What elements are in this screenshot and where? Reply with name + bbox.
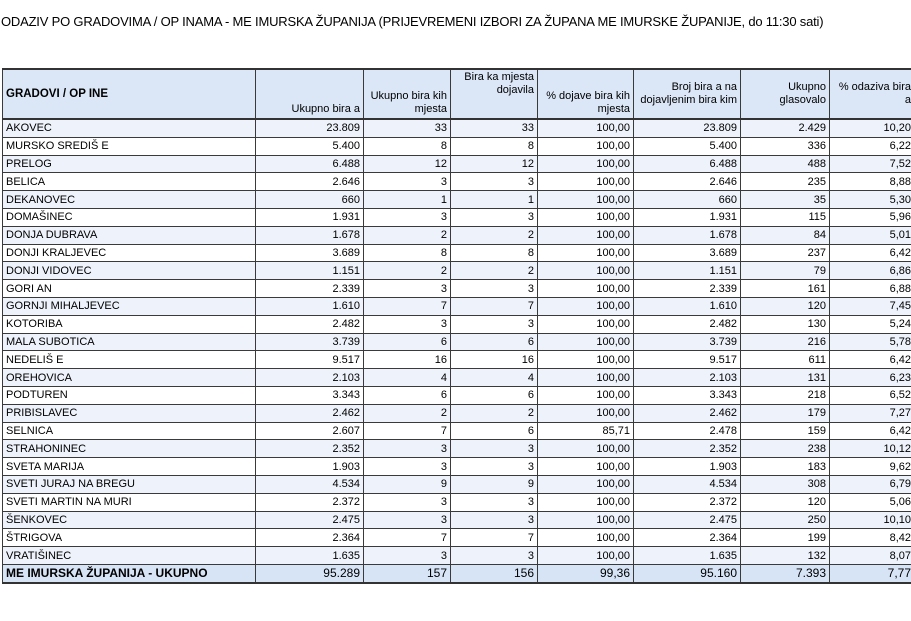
municipality-cell: DONJI VIDOVEC <box>3 262 256 280</box>
table-row <box>3 529 911 547</box>
turnout-pct-cell: 6,42 <box>830 244 911 262</box>
total-voted-cell: 159 <box>741 422 830 440</box>
total-voted-cell: 130 <box>741 315 830 333</box>
total-voters-cell: 1.151 <box>256 262 364 280</box>
municipality-cell: NEDELIŠ E <box>3 351 256 369</box>
stations-reported-cell: 6 <box>451 422 538 440</box>
voters-reported-cell: 3.343 <box>634 386 741 404</box>
voters-reported-cell: 2.339 <box>634 280 741 298</box>
municipality-cell: KOTORIBA <box>3 315 256 333</box>
turnout-pct-cell: 5,24 <box>830 315 911 333</box>
municipality-cell: GORI AN <box>3 280 256 298</box>
municipality-cell: VRATIŠINEC <box>3 547 256 565</box>
total-stations-cell: 2 <box>364 226 451 244</box>
stations-reported-cell: 3 <box>451 173 538 191</box>
turnout-pct-cell: 6,88 <box>830 280 911 298</box>
voters-reported-cell: 4.534 <box>634 475 741 493</box>
total-voters-cell: 2.339 <box>256 280 364 298</box>
table-row <box>3 458 911 476</box>
stations-reported-cell: 8 <box>451 137 538 155</box>
table-body <box>3 119 911 583</box>
pct-reported-cell: 100,00 <box>538 404 634 422</box>
municipality-cell: SVETA MARIJA <box>3 458 256 476</box>
total-voted-cell: 183 <box>741 458 830 476</box>
total-voters-cell: 5.400 <box>256 137 364 155</box>
total-stations-cell: 3 <box>364 547 451 565</box>
turnout-pct-cell: 6,22 <box>830 137 911 155</box>
total-stations-cell: 7 <box>364 529 451 547</box>
voters-reported-cell: 2.372 <box>634 493 741 511</box>
stations-reported-cell: 1 <box>451 191 538 209</box>
header-stations-reported: Bira ka mjesta dojavila <box>451 69 538 119</box>
turnout-pct-cell: 10,10 <box>830 511 911 529</box>
total-stations-cell: 8 <box>364 137 451 155</box>
stations-reported-cell: 3 <box>451 208 538 226</box>
total-voters-cell: 2.475 <box>256 511 364 529</box>
table-row <box>3 315 911 333</box>
total-stations-cell: 3 <box>364 493 451 511</box>
municipality-cell: STRAHONINEC <box>3 440 256 458</box>
stations-reported-cell: 2 <box>451 262 538 280</box>
total-voters-cell: 23.809 <box>256 119 364 137</box>
stations-reported-cell: 9 <box>451 475 538 493</box>
municipality-cell: DOMAŠINEC <box>3 208 256 226</box>
stations-reported-cell: 3 <box>451 315 538 333</box>
pct-reported-cell: 100,00 <box>538 529 634 547</box>
turnout-pct-cell: 6,42 <box>830 422 911 440</box>
total-voted-cell: 79 <box>741 262 830 280</box>
pct-reported-cell: 85,71 <box>538 422 634 440</box>
pct-reported-cell: 100,00 <box>538 226 634 244</box>
total-stations-cell: 1 <box>364 191 451 209</box>
stations-reported-cell: 6 <box>451 386 538 404</box>
voters-reported-cell: 2.364 <box>634 529 741 547</box>
total-voters-cell: 3.689 <box>256 244 364 262</box>
turnout-pct-cell: 7,27 <box>830 404 911 422</box>
total-voters-reported-cell: 95.160 <box>634 564 741 583</box>
pct-reported-cell: 100,00 <box>538 208 634 226</box>
stations-reported-cell: 7 <box>451 297 538 315</box>
pct-reported-cell: 100,00 <box>538 155 634 173</box>
total-voters-cell: 9.517 <box>256 351 364 369</box>
pct-reported-cell: 100,00 <box>538 440 634 458</box>
total-voted-cell: 308 <box>741 475 830 493</box>
turnout-pct-cell: 6,52 <box>830 386 911 404</box>
total-stations-cell: 3 <box>364 280 451 298</box>
turnout-pct-cell: 6,42 <box>830 351 911 369</box>
total-total-stations-cell: 157 <box>364 564 451 583</box>
voters-reported-cell: 6.488 <box>634 155 741 173</box>
total-stations-reported-cell: 156 <box>451 564 538 583</box>
voters-reported-cell: 660 <box>634 191 741 209</box>
stations-reported-cell: 3 <box>451 280 538 298</box>
municipality-cell: SVETI JURAJ NA BREGU <box>3 475 256 493</box>
turnout-pct-cell: 5,30 <box>830 191 911 209</box>
total-voters-cell: 2.352 <box>256 440 364 458</box>
stations-reported-cell: 6 <box>451 333 538 351</box>
stations-reported-cell: 16 <box>451 351 538 369</box>
table-row <box>3 173 911 191</box>
pct-reported-cell: 100,00 <box>538 137 634 155</box>
table-row <box>3 351 911 369</box>
pct-reported-cell: 100,00 <box>538 369 634 387</box>
total-stations-cell: 3 <box>364 511 451 529</box>
table-row <box>3 475 911 493</box>
voters-reported-cell: 1.151 <box>634 262 741 280</box>
total-voted-cell: 218 <box>741 386 830 404</box>
turnout-pct-cell: 5,96 <box>830 208 911 226</box>
total-stations-cell: 7 <box>364 297 451 315</box>
voters-reported-cell: 2.475 <box>634 511 741 529</box>
stations-reported-cell: 3 <box>451 440 538 458</box>
pct-reported-cell: 100,00 <box>538 493 634 511</box>
voters-reported-cell: 1.678 <box>634 226 741 244</box>
turnout-pct-cell: 7,52 <box>830 155 911 173</box>
total-voters-cell: 2.462 <box>256 404 364 422</box>
total-voters-cell: 3.343 <box>256 386 364 404</box>
turnout-pct-cell: 8,07 <box>830 547 911 565</box>
municipality-cell: AKOVEC <box>3 119 256 137</box>
stations-reported-cell: 7 <box>451 529 538 547</box>
pct-reported-cell: 100,00 <box>538 351 634 369</box>
pct-reported-cell: 100,00 <box>538 511 634 529</box>
header-municipality: GRADOVI / OP INE <box>3 69 256 119</box>
table-row <box>3 333 911 351</box>
total-voted-cell: 199 <box>741 529 830 547</box>
total-stations-cell: 7 <box>364 422 451 440</box>
total-voters-cell: 2.372 <box>256 493 364 511</box>
total-voted-cell: 161 <box>741 280 830 298</box>
total-pct-reported-cell: 99,36 <box>538 564 634 583</box>
stations-reported-cell: 33 <box>451 119 538 137</box>
total-voters-cell: 1.678 <box>256 226 364 244</box>
table-row <box>3 369 911 387</box>
table-row <box>3 440 911 458</box>
total-voters-cell: 2.607 <box>256 422 364 440</box>
total-stations-cell: 8 <box>364 244 451 262</box>
municipality-cell: PRIBISLAVEC <box>3 404 256 422</box>
total-voted-cell: 179 <box>741 404 830 422</box>
stations-reported-cell: 3 <box>451 493 538 511</box>
turnout-table <box>2 68 911 584</box>
voters-reported-cell: 1.903 <box>634 458 741 476</box>
voters-reported-cell: 1.931 <box>634 208 741 226</box>
stations-reported-cell: 4 <box>451 369 538 387</box>
total-voters-cell: 1.610 <box>256 297 364 315</box>
voters-reported-cell: 3.689 <box>634 244 741 262</box>
turnout-pct-cell: 9,62 <box>830 458 911 476</box>
voters-reported-cell: 2.103 <box>634 369 741 387</box>
stations-reported-cell: 2 <box>451 226 538 244</box>
municipality-cell: ŠENKOVEC <box>3 511 256 529</box>
total-voted-cell: 611 <box>741 351 830 369</box>
total-stations-cell: 6 <box>364 333 451 351</box>
table-row <box>3 511 911 529</box>
turnout-pct-cell: 7,45 <box>830 297 911 315</box>
turnout-pct-cell: 6,23 <box>830 369 911 387</box>
total-voted-cell: 237 <box>741 244 830 262</box>
total-voted-cell: 235 <box>741 173 830 191</box>
stations-reported-cell: 3 <box>451 547 538 565</box>
municipality-cell: SVETI MARTIN NA MURI <box>3 493 256 511</box>
voters-reported-cell: 23.809 <box>634 119 741 137</box>
table-row <box>3 547 911 565</box>
total-row <box>3 564 911 583</box>
turnout-pct-cell: 8,88 <box>830 173 911 191</box>
stations-reported-cell: 3 <box>451 458 538 476</box>
municipality-cell: SELNICA <box>3 422 256 440</box>
turnout-pct-cell: 6,86 <box>830 262 911 280</box>
header-total-voters: Ukupno bira a <box>256 69 364 119</box>
municipality-cell: ŠTRIGOVA <box>3 529 256 547</box>
total-voted-cell: 84 <box>741 226 830 244</box>
header-total-stations: Ukupno bira kih mjesta <box>364 69 451 119</box>
table-row <box>3 262 911 280</box>
table-row <box>3 244 911 262</box>
total-voted-cell: 238 <box>741 440 830 458</box>
total-turnout-pct-cell: 7,77 <box>830 564 911 583</box>
table-row <box>3 226 911 244</box>
table-row <box>3 119 911 137</box>
header-turnout-pct: % odaziva bira a <box>830 69 911 119</box>
table-row <box>3 404 911 422</box>
turnout-pct-cell: 10,20 <box>830 119 911 137</box>
total-municipality-cell: ME IMURSKA ŽUPANIJA - UKUPNO <box>3 564 256 583</box>
voters-reported-cell: 2.462 <box>634 404 741 422</box>
header-pct-reported: % dojave bira kih mjesta <box>538 69 634 119</box>
pct-reported-cell: 100,00 <box>538 173 634 191</box>
table-row <box>3 422 911 440</box>
pct-reported-cell: 100,00 <box>538 191 634 209</box>
pct-reported-cell: 100,00 <box>538 244 634 262</box>
total-stations-cell: 12 <box>364 155 451 173</box>
total-voted-cell: 250 <box>741 511 830 529</box>
pct-reported-cell: 100,00 <box>538 475 634 493</box>
header-total-voted: Ukupno glasovalo <box>741 69 830 119</box>
municipality-cell: MURSKO SREDIŠ E <box>3 137 256 155</box>
total-total-voted-cell: 7.393 <box>741 564 830 583</box>
pct-reported-cell: 100,00 <box>538 280 634 298</box>
voters-reported-cell: 1.610 <box>634 297 741 315</box>
report-title: ODAZIV PO GRADOVIMA / OP INAMA - ME IMURSKA ŽUPANIJA (PRIJEVREMENI IZBORI ZA ŽUPANA ME IMURSKE ŽUPANIJE, do 11:30 sati) <box>1 14 824 29</box>
municipality-cell: DONJI KRALJEVEC <box>3 244 256 262</box>
total-stations-cell: 3 <box>364 208 451 226</box>
stations-reported-cell: 2 <box>451 404 538 422</box>
voters-reported-cell: 5.400 <box>634 137 741 155</box>
total-stations-cell: 9 <box>364 475 451 493</box>
total-stations-cell: 4 <box>364 369 451 387</box>
municipality-cell: PRELOG <box>3 155 256 173</box>
municipality-cell: GORNJI MIHALJEVEC <box>3 297 256 315</box>
total-voted-cell: 216 <box>741 333 830 351</box>
total-voted-cell: 115 <box>741 208 830 226</box>
total-voters-cell: 1.903 <box>256 458 364 476</box>
table-header-row <box>3 69 911 119</box>
stations-reported-cell: 3 <box>451 511 538 529</box>
turnout-pct-cell: 6,79 <box>830 475 911 493</box>
voters-reported-cell: 2.352 <box>634 440 741 458</box>
total-voters-cell: 2.364 <box>256 529 364 547</box>
voters-reported-cell: 9.517 <box>634 351 741 369</box>
total-stations-cell: 6 <box>364 386 451 404</box>
total-stations-cell: 2 <box>364 404 451 422</box>
total-stations-cell: 16 <box>364 351 451 369</box>
total-voted-cell: 120 <box>741 297 830 315</box>
municipality-cell: DEKANOVEC <box>3 191 256 209</box>
municipality-cell: MALA SUBOTICA <box>3 333 256 351</box>
pct-reported-cell: 100,00 <box>538 547 634 565</box>
total-stations-cell: 33 <box>364 119 451 137</box>
total-voters-cell: 2.482 <box>256 315 364 333</box>
table-row <box>3 386 911 404</box>
stations-reported-cell: 8 <box>451 244 538 262</box>
total-voted-cell: 132 <box>741 547 830 565</box>
table-row <box>3 208 911 226</box>
total-voters-cell: 4.534 <box>256 475 364 493</box>
municipality-cell: BELICA <box>3 173 256 191</box>
table-row <box>3 493 911 511</box>
total-voters-cell: 6.488 <box>256 155 364 173</box>
voters-reported-cell: 1.635 <box>634 547 741 565</box>
table-row <box>3 297 911 315</box>
turnout-pct-cell: 10,12 <box>830 440 911 458</box>
table-row <box>3 280 911 298</box>
total-voted-cell: 2.429 <box>741 119 830 137</box>
voters-reported-cell: 2.482 <box>634 315 741 333</box>
pct-reported-cell: 100,00 <box>538 333 634 351</box>
turnout-pct-cell: 5,01 <box>830 226 911 244</box>
total-stations-cell: 3 <box>364 173 451 191</box>
turnout-pct-cell: 8,42 <box>830 529 911 547</box>
table-row <box>3 155 911 173</box>
pct-reported-cell: 100,00 <box>538 119 634 137</box>
total-voted-cell: 35 <box>741 191 830 209</box>
total-voters-cell: 660 <box>256 191 364 209</box>
pct-reported-cell: 100,00 <box>538 297 634 315</box>
municipality-cell: PODTUREN <box>3 386 256 404</box>
voters-reported-cell: 2.646 <box>634 173 741 191</box>
total-voters-cell: 3.739 <box>256 333 364 351</box>
total-stations-cell: 3 <box>364 440 451 458</box>
voters-reported-cell: 3.739 <box>634 333 741 351</box>
total-total-voters-cell: 95.289 <box>256 564 364 583</box>
total-voters-cell: 1.931 <box>256 208 364 226</box>
voters-reported-cell: 2.478 <box>634 422 741 440</box>
total-voted-cell: 131 <box>741 369 830 387</box>
table-row <box>3 137 911 155</box>
total-voters-cell: 2.646 <box>256 173 364 191</box>
total-voted-cell: 336 <box>741 137 830 155</box>
turnout-pct-cell: 5,06 <box>830 493 911 511</box>
total-voted-cell: 120 <box>741 493 830 511</box>
pct-reported-cell: 100,00 <box>538 386 634 404</box>
total-voters-cell: 1.635 <box>256 547 364 565</box>
pct-reported-cell: 100,00 <box>538 315 634 333</box>
municipality-cell: DONJA DUBRAVA <box>3 226 256 244</box>
municipality-cell: OREHOVICA <box>3 369 256 387</box>
header-voters-reported: Broj bira a na dojavljenim bira kim <box>634 69 741 119</box>
stations-reported-cell: 12 <box>451 155 538 173</box>
total-stations-cell: 3 <box>364 458 451 476</box>
turnout-pct-cell: 5,78 <box>830 333 911 351</box>
table-row <box>3 191 911 209</box>
pct-reported-cell: 100,00 <box>538 262 634 280</box>
total-stations-cell: 3 <box>364 315 451 333</box>
total-voted-cell: 488 <box>741 155 830 173</box>
total-stations-cell: 2 <box>364 262 451 280</box>
total-voters-cell: 2.103 <box>256 369 364 387</box>
pct-reported-cell: 100,00 <box>538 458 634 476</box>
